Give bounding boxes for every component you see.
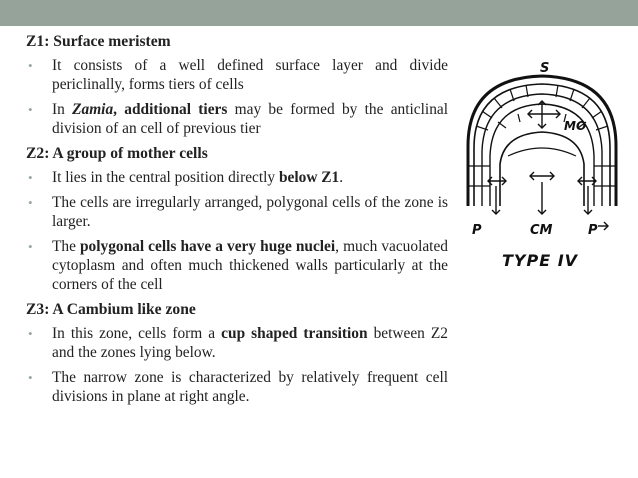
section-heading: Z2: A group of mother cells [26, 145, 208, 162]
label-p-right: P [588, 223, 598, 238]
text-run: between Z2 and the zones lying below. [52, 325, 449, 361]
section-heading: Z3: A Cambium like zone [26, 301, 196, 318]
label-cm: CM [530, 223, 553, 238]
label-s: S [540, 61, 550, 76]
text-run: In [52, 101, 73, 118]
text-run: It consists of a well defined surface layer and divide periclinally, forms tiers of cells [52, 57, 448, 93]
text-run: cup shaped transition [221, 325, 368, 342]
text-run: The cells are irregularly arranged, polygonal cells of the zone is larger. [52, 194, 448, 230]
bullet-item [26, 56, 448, 94]
text-run: The [52, 238, 80, 255]
text-run: It lies in the central position directly [52, 169, 279, 186]
shoot-apex-diagram [460, 56, 620, 286]
text-run: In this zone, cells form a [52, 325, 222, 342]
top-bar [0, 0, 638, 26]
text-run: , much vacuolated cytoplasm and often much thickened walls particularly at the corners of the cell [52, 238, 448, 293]
slide-text [26, 30, 448, 412]
text-run: below Z1 [278, 169, 340, 186]
text-run: polygonal cells have a very huge nuclei [79, 238, 336, 255]
text-run: , additional tiers [113, 101, 228, 118]
bullet-item [26, 193, 448, 231]
diagram-caption: TYPE IV [502, 251, 579, 270]
label-mo: MO [564, 119, 587, 133]
text-run: The narrow zone is characterized by relatively frequent cell divisions in plane at right angle. [52, 369, 448, 405]
bullet-item [26, 368, 448, 406]
bullet-item [26, 100, 448, 138]
text-run: may be formed by the anticlinal division of an cell of previous tier [52, 101, 448, 137]
bullet-item [26, 168, 448, 187]
section-heading: Z1: Surface meristem [26, 33, 171, 50]
text-run: . [339, 169, 344, 186]
label-p-left: P [472, 223, 482, 238]
bullet-item [26, 237, 448, 294]
bullet-item [26, 324, 448, 362]
text-run: Zamia [72, 101, 114, 118]
